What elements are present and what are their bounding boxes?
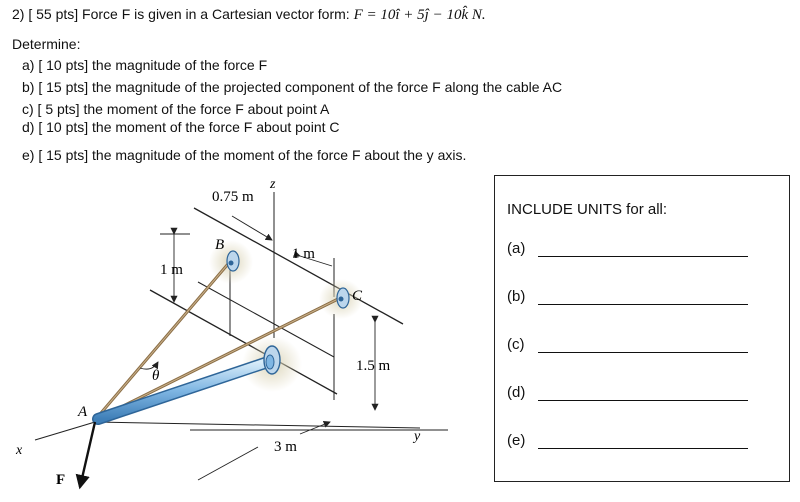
- problem-header: [12, 6, 486, 24]
- part-e: e) [ 15 pts] the magnitude of the moment of the force F about the y axis.: [22, 147, 467, 163]
- part-a: a) [ 10 pts] the magnitude of the force F: [22, 57, 268, 73]
- axis-y-label: y: [414, 429, 421, 444]
- theta-label: θ: [152, 368, 160, 384]
- force-equation: F = 10î + 5ĵ − 10k̂ N.: [353, 7, 486, 23]
- answer-b-label: (b): [507, 288, 526, 305]
- answer-d-label: (d): [507, 384, 526, 401]
- answer-a-label: (a): [507, 240, 526, 257]
- point-c-label: C: [352, 288, 363, 304]
- axis-x-label: x: [16, 443, 23, 458]
- part-d: d) [ 10 pts] the moment of the force F about point C: [22, 119, 340, 135]
- rod: [98, 362, 268, 419]
- determine-label: Determine:: [12, 36, 81, 52]
- answer-b-line[interactable]: [538, 304, 748, 305]
- cables: [95, 264, 338, 420]
- axis-z-label: z: [270, 177, 276, 192]
- answer-a-line[interactable]: [538, 256, 748, 257]
- dim-075-label: 0.75 m: [212, 189, 254, 205]
- dim-15-label: 1.5 m: [356, 358, 391, 374]
- dim-1m-left-label: 1 m: [160, 262, 183, 278]
- rod-socket: [264, 346, 280, 374]
- part-b: b) [ 15 pts] the magnitude of the projected component of the force F along the cable AC: [22, 79, 563, 95]
- answer-d-line[interactable]: [538, 400, 748, 401]
- point-a-label: A: [78, 404, 88, 420]
- answer-box-title: INCLUDE UNITS for all:: [507, 201, 668, 218]
- answer-e-label: (e): [507, 432, 526, 449]
- answer-e-line[interactable]: [538, 448, 748, 449]
- part-c: c) [ 5 pts] the moment of the force F about point A: [22, 101, 330, 117]
- force-label: F: [56, 472, 66, 488]
- dim-3m-label: 3 m: [274, 439, 297, 455]
- answer-c-line[interactable]: [538, 352, 748, 353]
- answer-box: [494, 175, 790, 482]
- answer-c-label: (c): [507, 336, 525, 353]
- bracket-b: [227, 251, 239, 271]
- point-b-label: B: [215, 237, 225, 253]
- problem-header-text: 2) [ 55 pts] Force F is given in a Cartesian vector form:: [12, 6, 350, 22]
- statics-figure: [0, 172, 470, 502]
- force-arrow: [80, 422, 95, 487]
- bracket-c: [337, 288, 349, 308]
- frame-lines: [150, 192, 448, 430]
- dim-1m-top-label: 1 m: [292, 246, 315, 262]
